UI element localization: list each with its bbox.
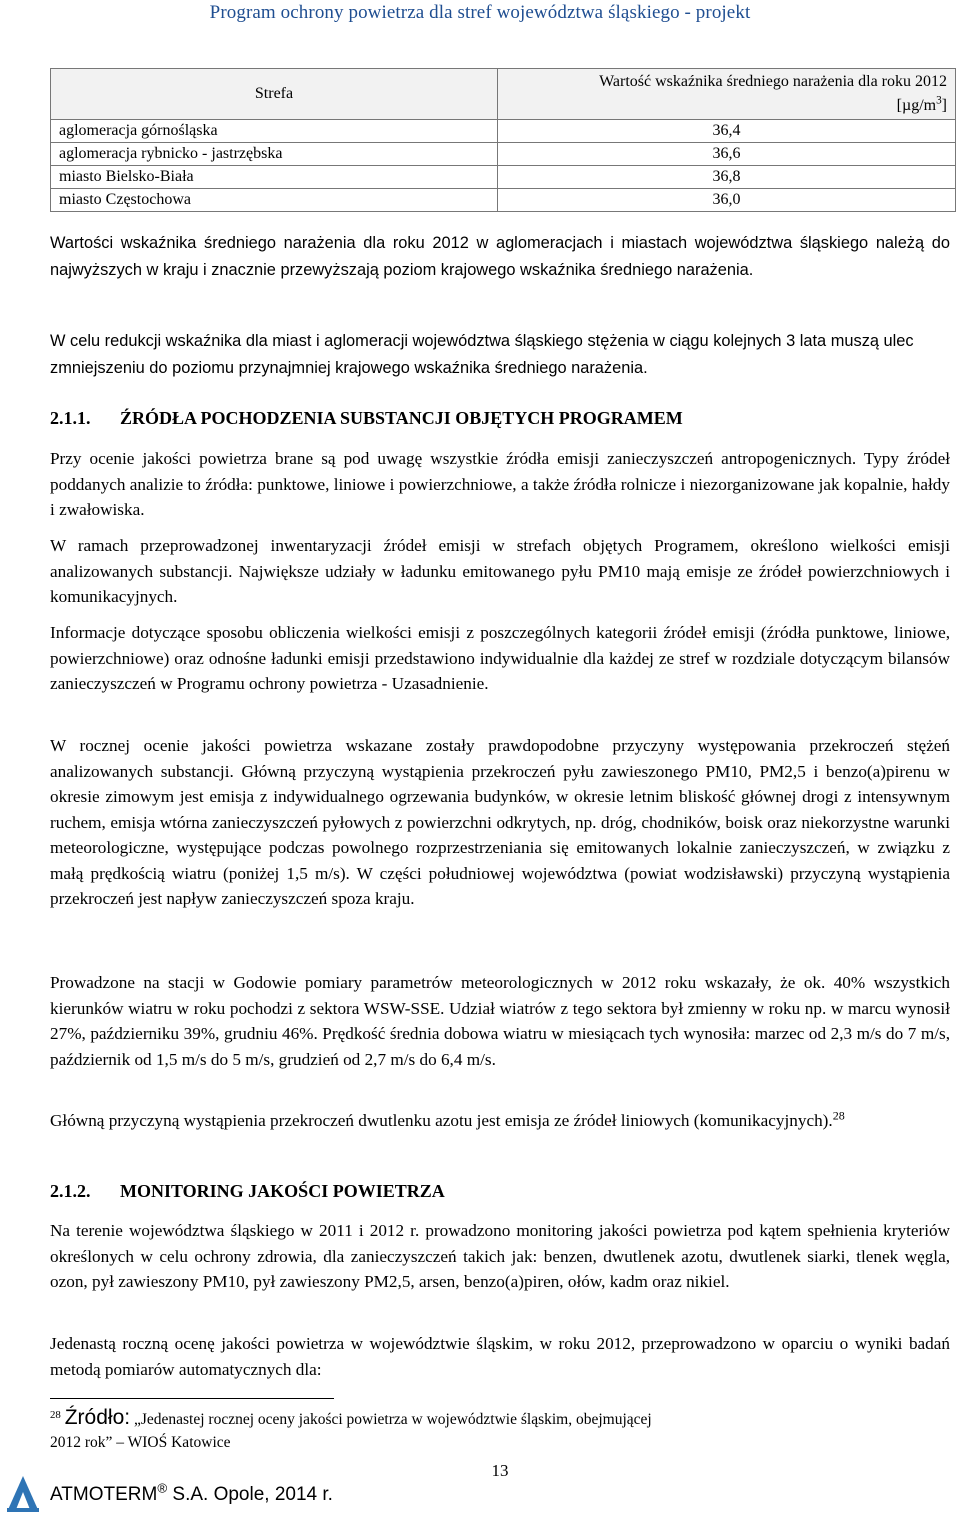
- table-cell-zone: aglomeracja rybnicko - jastrzębska: [51, 143, 498, 166]
- table-cell-zone: miasto Bielsko-Biała: [51, 166, 498, 189]
- paragraph-inventory: W ramach przeprowadzonej inwentaryzacji źródeł emisji w strefach objętych Programem, określono wielkości emisji analizowanych substancji. Największe udziały w ładunku emitowanego pyłu PM10 mają emisje ze źródeł powierzchniowych i komunikacyjnych.: [50, 536, 950, 606]
- table-cell-value: 36,0: [498, 189, 956, 212]
- paragraph-reduction-goal: W celu redukcji wskaźnika dla miast i aglomeracji województwa śląskiego stężenia w ciągu kolejnych 3 lata muszą ulec zmniejszeniu do poziomu przynajmniej krajowego wskaźnika średniego narażenia.: [50, 332, 914, 377]
- paragraph-meteorology: Prowadzone na stacji w Godowie pomiary parametrów meteorologicznych w 2012 roku wskazały, że ok. 40% wszystkich kierunków wiatru w roku pochodzi z sektora WSW-SSE. Udział wiatrów z tego sektora był zmienny w roku np. w marcu wynosił 27%, październiku 39%, grudniu 46%. Prędkość średnia dobowa wiatru w miesiącach tych wynosiła: marzec od 2,3 m/s do 7 m/s, październik od 1,5 m/s do 5 m/s, grudzień od 2,7 m/s do 6,4 m/s.: [50, 973, 950, 1069]
- paragraph-annual-assessment: Jedenastą roczną ocenę jakości powietrza w województwie śląskim, w roku 2012, przeprowadzono w oparciu o wyniki badań metodą pomiarów automatycznych dla:: [50, 1334, 950, 1379]
- table-header-value: [498, 69, 956, 120]
- table-header-value-title: Wartość wskaźnika średniego narażenia dla roku 2012: [599, 73, 947, 90]
- table-row: [51, 143, 956, 166]
- company-location-year: S.A. Opole, 2014 r.: [167, 1484, 333, 1505]
- table-row: [51, 120, 956, 143]
- table-cell-zone: miasto Częstochowa: [51, 189, 498, 212]
- table-cell-value: 36,4: [498, 120, 956, 143]
- exposure-index-table: [50, 68, 956, 212]
- footnote-text-line2: 2012 rok” – WIOŚ Katowice: [50, 1434, 231, 1451]
- table-header-row: [51, 69, 956, 120]
- table-header-zone: Strefa: [51, 69, 498, 120]
- table-header-unit: $[\mu g/m^3]$: [896, 94, 947, 114]
- heading-number: 2.1.2.: [50, 1181, 91, 1201]
- table-cell-value: 36,8: [498, 166, 956, 189]
- paragraph-emission-sources: Przy ocenie jakości powietrza brane są pod uwagę wszystkie źródła emisji zanieczyszczeń antropogenicznych. Typy źródeł poddanych analizie to źródła: punktowe, liniowe i powierzchniowe, a także źródła rolnicze i niezorganizowane jak kopalnie, hałdy i zwałowiska.: [50, 449, 950, 519]
- table-row: [51, 166, 956, 189]
- section-heading-2-1-2: [50, 1181, 445, 1202]
- table-cell-zone: aglomeracja górnośląska: [51, 120, 498, 143]
- paragraph-exceedance-causes: W rocznej ocenie jakości powietrza wskazane zostały prawdopodobne przyczyny występowania przekroczeń stężeń analizowanych substancji. Główną przyczyną wystąpienia przekroczeń pyłu zawieszonego PM10, PM2,5 i benzo(a)pirenu w okresie zimowym jest emisja z indywidualnego ogrzewania budynków, w okresie letnim bliskość głównej drogi z intensywnym ruchem, emisja wtórna zanieczyszczeń pyłowych z powierzchni odkrytych, np. dróg, chodników, boisk oraz niekorzystne warunki meteorologiczne, występujące podczas powolnego rozprzestrzeniania się emitowanych lokalnie zanieczyszczeń, w związku z małą prędkością wiatru (poniżej 1,5 m/s). W części południowej województwa (powiat wodzisławski) przyczyną wystąpienia przekroczeń jest napływ zanieczyszczeń spoza kraju.: [50, 736, 950, 908]
- registered-mark: ®: [157, 1480, 168, 1496]
- heading-text: ŹRÓDŁA POCHODZENIA SUBSTANCJI OBJĘTYCH PROGRAMEM: [120, 408, 683, 428]
- heading-number: 2.1.1.: [50, 408, 91, 428]
- footnote-reference[interactable]: 28: [832, 1108, 845, 1123]
- paragraph-exposure-summary: Wartości wskaźnika średniego narażenia dla roku 2012 w aglomeracjach i miastach województwa śląskiego należą do najwyższych w kraju i znacznie przewyższają poziom krajowego wskaźnika średniego narażenia.: [50, 234, 950, 279]
- table-row: [51, 189, 956, 212]
- paragraph-nitrogen-dioxide: Główną przyczyną wystąpienia przekroczeń dwutlenku azotu jest emisja ze źródeł liniowych (komunikacyjnych).$^{28}$: [50, 1108, 845, 1130]
- footnote-label: Źródło:: [64, 1406, 131, 1429]
- footnote-text: „Jedenastej rocznej oceny jakości powietrza w województwie śląskim, obejmującej: [130, 1411, 652, 1428]
- footer-company: [50, 1480, 333, 1506]
- atmoterm-logo-icon: [4, 1474, 42, 1514]
- company-name: ATMOTERM: [50, 1484, 158, 1505]
- table-cell-value: 36,6: [498, 143, 956, 166]
- paragraph-monitoring: Na terenie województwa śląskiego w 2011 i 2012 r. prowadzono monitoring jakości powietrza pod kątem spełnienia kryteriów określonych w celu ochrony zdrowia, dla zanieczyszczeń takich jak: benzen, dwutlenek azotu, dwutlenek siarki, tlenek węgla, ozon, pył zawieszony PM10, pył zawieszony PM2,5, arsen, benzo(a)piren, ołów, kadm oraz nikiel.: [50, 1221, 950, 1291]
- paragraph-calculation-info: Informacje dotyczące sposobu obliczenia wielkości emisji z poszczególnych kategorii źródeł emisji (źródła punktowe, liniowe, powierzchniowe) oraz odnośne ładunki emisji przedstawiono indywidualnie dla każdej ze stref w rozdziale dotyczącym bilansów zanieczyszczeń w Programu ochrony powietrza - Uzasadnienie.: [50, 623, 950, 693]
- footnote-number: 28: [50, 1408, 61, 1421]
- section-heading-2-1-1: [50, 408, 683, 429]
- document-header: Program ochrony powietrza dla stref województwa śląskiego - projekt: [209, 2, 751, 23]
- heading-text: MONITORING JAKOŚCI POWIETRZA: [120, 1181, 445, 1201]
- page-number: 13: [491, 1461, 509, 1480]
- footnote-separator: [50, 1398, 334, 1399]
- footnote: [50, 1406, 950, 1454]
